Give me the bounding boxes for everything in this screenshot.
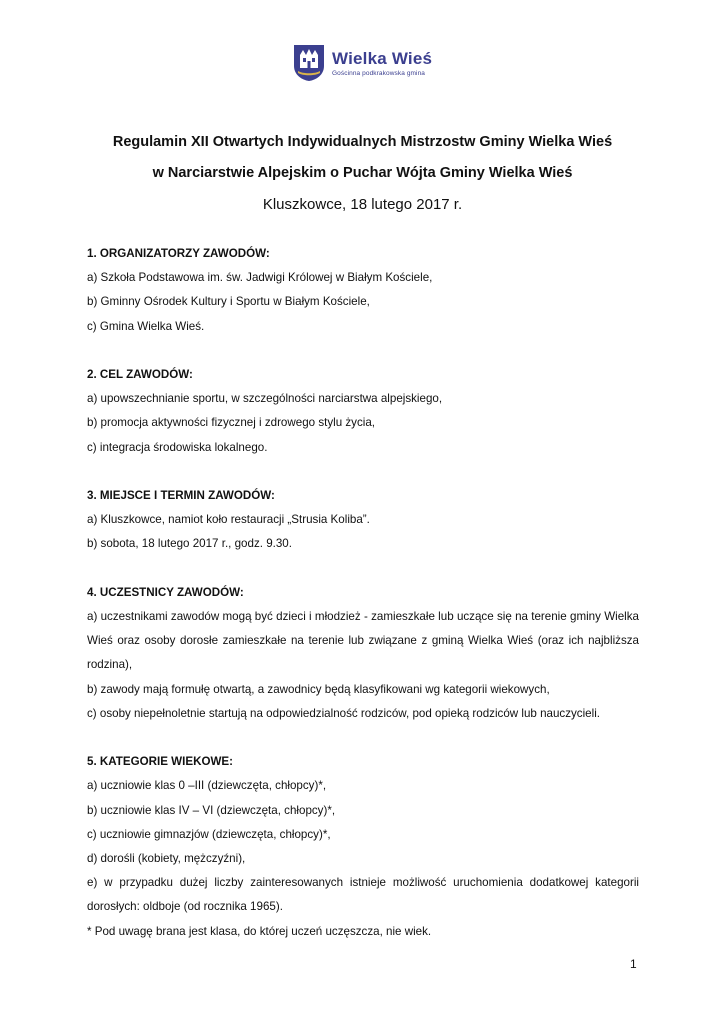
document-title-line-1: Regulamin XII Otwartych Indywidualnych Mistrzostw Gminy Wielka Wieś: [112, 134, 613, 150]
list-item: e) w przypadku dużej liczby zainteresowanych istnieje możliwość uruchomienia dodatkowej kategorii dorosłych: oldboje (od rocznika 1965).: [87, 876, 639, 914]
list-item: c) osoby niepełnoletnie startują na odpowiedzialność rodziców, pod opieką rodziców lub nauczycieli.: [87, 706, 601, 720]
section-heading-participants: 4. UCZESTNICY ZAWODÓW:: [87, 585, 244, 599]
list-item: b) promocja aktywności fizycznej i zdrowego stylu życia,: [87, 416, 376, 430]
document-title-line-2: w Narciarstwie Alpejskim o Puchar Wójta Gminy Wielka Wieś: [152, 165, 573, 181]
section-heading-goal: 2. CEL ZAWODÓW:: [87, 368, 193, 381]
coat-of-arms-icon: [293, 44, 325, 82]
logo-name: Wielka Wieś: [332, 48, 433, 68]
list-item: a) Kluszkowce, namiot koło restauracji „Strusia Koliba”.: [87, 513, 370, 527]
list-item: b) sobota, 18 lutego 2017 r., godz. 9.30.: [87, 537, 292, 551]
list-item: a) Szkoła Podstawowa im. św. Jadwigi Królowej w Białym Kościele,: [87, 271, 433, 285]
list-item: b) zawody mają formułę otwartą, a zawodnicy będą klasyfikowani wg kategorii wiekowych,: [87, 682, 550, 696]
logo-tagline: Gościnna podkrakowska gmina: [332, 69, 426, 77]
logo: [293, 44, 432, 82]
list-item: a) uczestnikami zawodów mogą być dzieci i młodzież - zamieszkałe lub uczące się na terenie gminy Wielka Wieś oraz osoby dorosłe zamieszkałe na terenie lub związane z gminą Wielka Wieś (oraz ich najbliższa rodzina),: [87, 610, 639, 672]
list-item: a) uczniowie klas 0 –III (dziewczęta, chłopcy)*,: [87, 779, 327, 793]
list-item: d) dorośli (kobiety, mężczyźni),: [87, 852, 246, 866]
list-item: a) upowszechnianie sportu, w szczególności narciarstwa alpejskiego,: [87, 392, 443, 406]
section-heading-age-categories: 5. KATEGORIE WIEKOWE:: [87, 755, 233, 769]
list-item: c) uczniowie gimnazjów (dziewczęta, chłopcy)*,: [87, 827, 331, 841]
list-item: c) Gmina Wielka Wieś.: [87, 319, 205, 333]
list-item: b) Gminny Ośrodek Kultury i Sportu w Białym Kościele,: [87, 295, 370, 309]
section-heading-organizers: 1. ORGANIZATORZY ZAWODÓW:: [87, 247, 270, 260]
section-heading-place-and-date: 3. MIEJSCE I TERMIN ZAWODÓW:: [87, 489, 275, 502]
list-item: c) integracja środowiska lokalnego.: [87, 440, 268, 454]
list-item: b) uczniowie klas IV – VI (dziewczęta, chłopcy)*,: [87, 803, 336, 817]
page-number: 1: [630, 957, 637, 971]
document-subtitle: Kluszkowce, 18 lutego 2017 r.: [262, 196, 463, 213]
document-body: [87, 242, 639, 944]
footnote: * Pod uwagę brana jest klasa, do której uczeń uczęszcza, nie wiek.: [87, 924, 432, 938]
